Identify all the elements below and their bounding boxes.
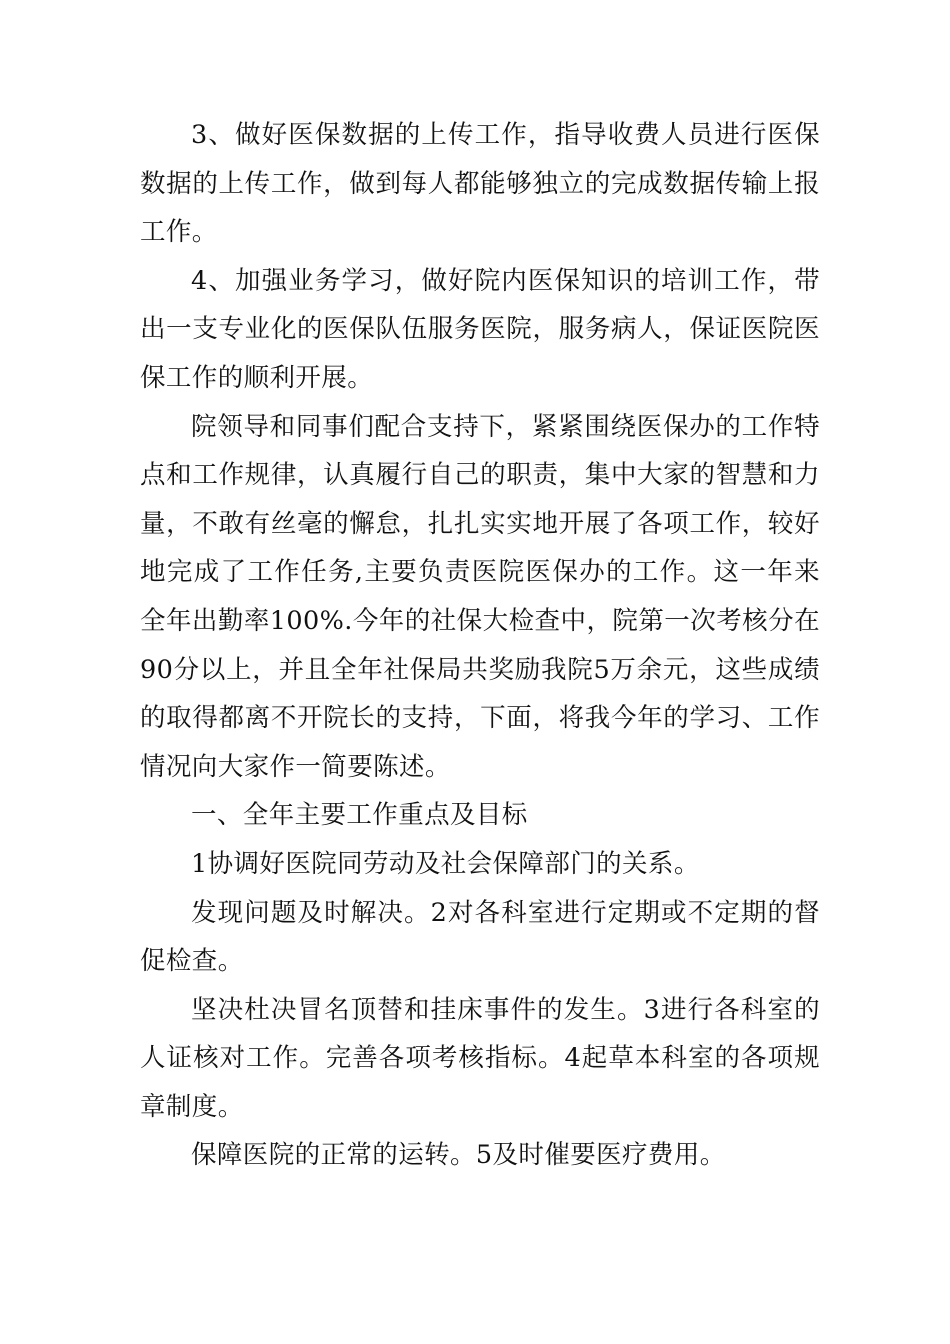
paragraph-coordinate-relations: 1协调好医院同劳动及社会保障部门的关系。 — [191, 848, 700, 879]
paragraph-annual-summary: 院领导和同事们配合支持下，紧紧围绕医保办的工作特点和工作规律，认真履行自己的职责，集中大家的智慧和力量，不敢有丝毫的懈怠，扎扎实实地开展了各项工作，较好地完成了工作任务,主要负责医院医保办的工作。这一年来全年出勤率100%.今年的社保大检查中，院第一次考核分在90分以上，并且全年社保局共奖励我院5万余元，这些成绩的取得都离不开院长的支持，下面，将我今年的学习、工作情况向大家作一简要陈述。 — [140, 411, 820, 782]
paragraph-inspection: 发现问题及时解决。2对各科室进行定期或不定期的督促检查。 — [140, 897, 820, 977]
paragraph-upload-data: 3、做好医保数据的上传工作，指导收费人员进行医保数据的上传工作，做到每人都能够独立的完成数据传输上报工作。 — [140, 120, 820, 248]
paragraph-verification: 坚决杜决冒名顶替和挂床事件的发生。3进行各科室的人证核对工作。完善各项考核指标。4起草本科室的各项规章制度。 — [140, 994, 820, 1122]
paragraph-business-study: 4、加强业务学习，做好院内医保知识的培训工作，带出一支专业化的医保队伍服务医院，服务病人，保证医院医保工作的顺利开展。 — [140, 265, 820, 393]
section-heading-key-goals: 一、全年主要工作重点及目标 — [191, 800, 528, 831]
document-body — [140, 111, 820, 1180]
paragraph-operation: 保障医院的正常的运转。5及时催要医疗费用。 — [191, 1140, 726, 1171]
